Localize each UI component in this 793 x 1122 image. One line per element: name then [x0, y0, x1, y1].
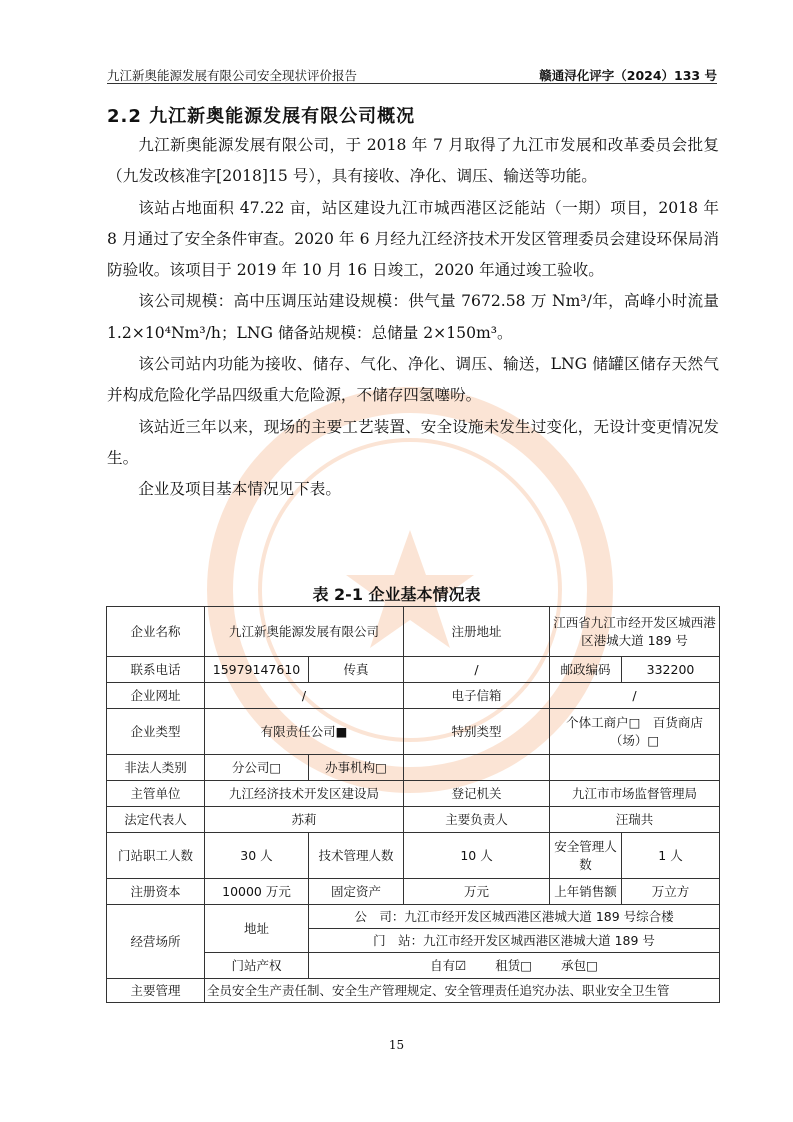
reg-address-value: 江西省九江市经开发区城西港区港城大道 189 号	[550, 607, 720, 657]
company-info-table	[106, 606, 720, 1003]
website-label: 企业网址	[107, 683, 205, 709]
property-rent: 租赁□	[495, 957, 533, 973]
tech-label: 技术管理人数	[309, 833, 404, 879]
property-options	[309, 953, 720, 979]
paragraph: 该站占地面积 47.22 亩，站区建设九江市城西港区泛能站（一期）项目，2018 年 8 月通过了安全条件审查。2020 年 6 月经九江经济技术开发区管理委员会建设环保局消防验收。该项目于 2019 年 10 月 16 日竣工，2020 年通过竣工验收。	[107, 198, 719, 280]
property-own: 自有☑	[430, 957, 467, 973]
property-contract: 承包□	[561, 957, 598, 973]
tech-value: 10 人	[404, 833, 550, 879]
capital-label: 注册资本	[107, 879, 205, 905]
nonlegal-branch: 分公司□	[205, 755, 309, 781]
page-number: 15	[388, 1038, 405, 1052]
manager-label: 主要负责人	[404, 807, 550, 833]
postcode-label: 邮政编码	[550, 657, 622, 683]
staff-label: 门站职工人数	[107, 833, 205, 879]
email-label: 电子信箱	[404, 683, 550, 709]
table-caption: 表 2-1 企业基本情况表	[312, 585, 481, 604]
page-header	[107, 66, 717, 84]
legal-rep-value: 苏莉	[205, 807, 404, 833]
company-address: 公 司：九江市经开发区城西港区港城大道 189 号综合楼	[309, 905, 720, 929]
sales-value: 万立方	[622, 879, 720, 905]
phone-value: 15979147610	[205, 657, 309, 683]
email-value: /	[550, 683, 720, 709]
type-value: 有限责任公司■	[205, 709, 404, 755]
staff-value: 30 人	[205, 833, 309, 879]
header-report-number: 赣通浔化评字（2024）133 号	[539, 68, 717, 83]
authority-label: 主管单位	[107, 781, 205, 807]
nonlegal-label: 非法人类别	[107, 755, 205, 781]
capital-value: 10000 万元	[205, 879, 309, 905]
registry-label: 登记机关	[404, 781, 550, 807]
safety-value: 1 人	[622, 833, 720, 879]
fixed-assets-label: 固定资产	[309, 879, 404, 905]
header-report-title: 九江新奥能源发展有限公司安全现状评价报告	[107, 68, 358, 83]
authority-value: 九江经济技术开发区建设局	[205, 781, 404, 807]
manager-value: 汪瑞共	[550, 807, 720, 833]
company-name-label: 企业名称	[107, 607, 205, 657]
section-title: 2.2 九江新奥能源发展有限公司概况	[107, 106, 416, 127]
website-value: /	[205, 683, 404, 709]
mgmt-label: 主要管理	[107, 979, 205, 1003]
nonlegal-office: 办事机构□	[309, 755, 404, 781]
company-name-value: 九江新奥能源发展有限公司	[205, 607, 404, 657]
paragraph: 该公司规模：高中压调压站建设规模：供气量 7672.58 万 Nm³/年，高峰小时流量 1.2×10⁴Nm³/h；LNG 储备站规模：总储量 2×150m³。	[107, 292, 719, 342]
fixed-assets-value: 万元	[404, 879, 550, 905]
postcode-value: 332200	[622, 657, 720, 683]
reg-address-label: 注册地址	[404, 607, 550, 657]
paragraph: 企业及项目基本情况见下表。	[138, 480, 341, 499]
mgmt-value: 全员安全生产责任制、安全生产管理规定、安全管理责任追究办法、职业安全卫生管	[205, 979, 720, 1003]
empty-cell	[550, 755, 720, 781]
fax-value: /	[404, 657, 550, 683]
fax-label: 传真	[309, 657, 404, 683]
special-type-label: 特别类型	[404, 709, 550, 755]
paragraph: 九江新奥能源发展有限公司，于 2018 年 7 月取得了九江市发展和改革委员会批复（九发改核准字[2018]15 号），具有接收、净化、调压、输送等功能。	[107, 136, 719, 186]
type-label: 企业类型	[107, 709, 205, 755]
station-address: 门 站：九江市经开发区城西港区港城大道 189 号	[309, 929, 720, 953]
property-label: 门站产权	[205, 953, 309, 979]
legal-rep-label: 法定代表人	[107, 807, 205, 833]
empty-cell	[404, 755, 550, 781]
special-type-value: 个体工商户□ 百货商店（场）□	[550, 709, 720, 755]
paragraph: 该公司站内功能为接收、储存、气化、净化、调压、输送，LNG 储罐区储存天然气并构成危险化学品四级重大危险源，不储存四氢噻吩。	[107, 355, 719, 405]
phone-label: 联系电话	[107, 657, 205, 683]
body-text	[107, 130, 719, 506]
safety-label: 安全管理人数	[550, 833, 622, 879]
sales-label: 上年销售额	[550, 879, 622, 905]
site-label: 经营场所	[107, 905, 205, 979]
paragraph: 该站近三年以来，现场的主要工艺装置、安全设施未发生过变化，无设计变更情况发生。	[107, 417, 719, 467]
registry-value: 九江市市场监督管理局	[550, 781, 720, 807]
address-label: 地址	[205, 905, 309, 953]
